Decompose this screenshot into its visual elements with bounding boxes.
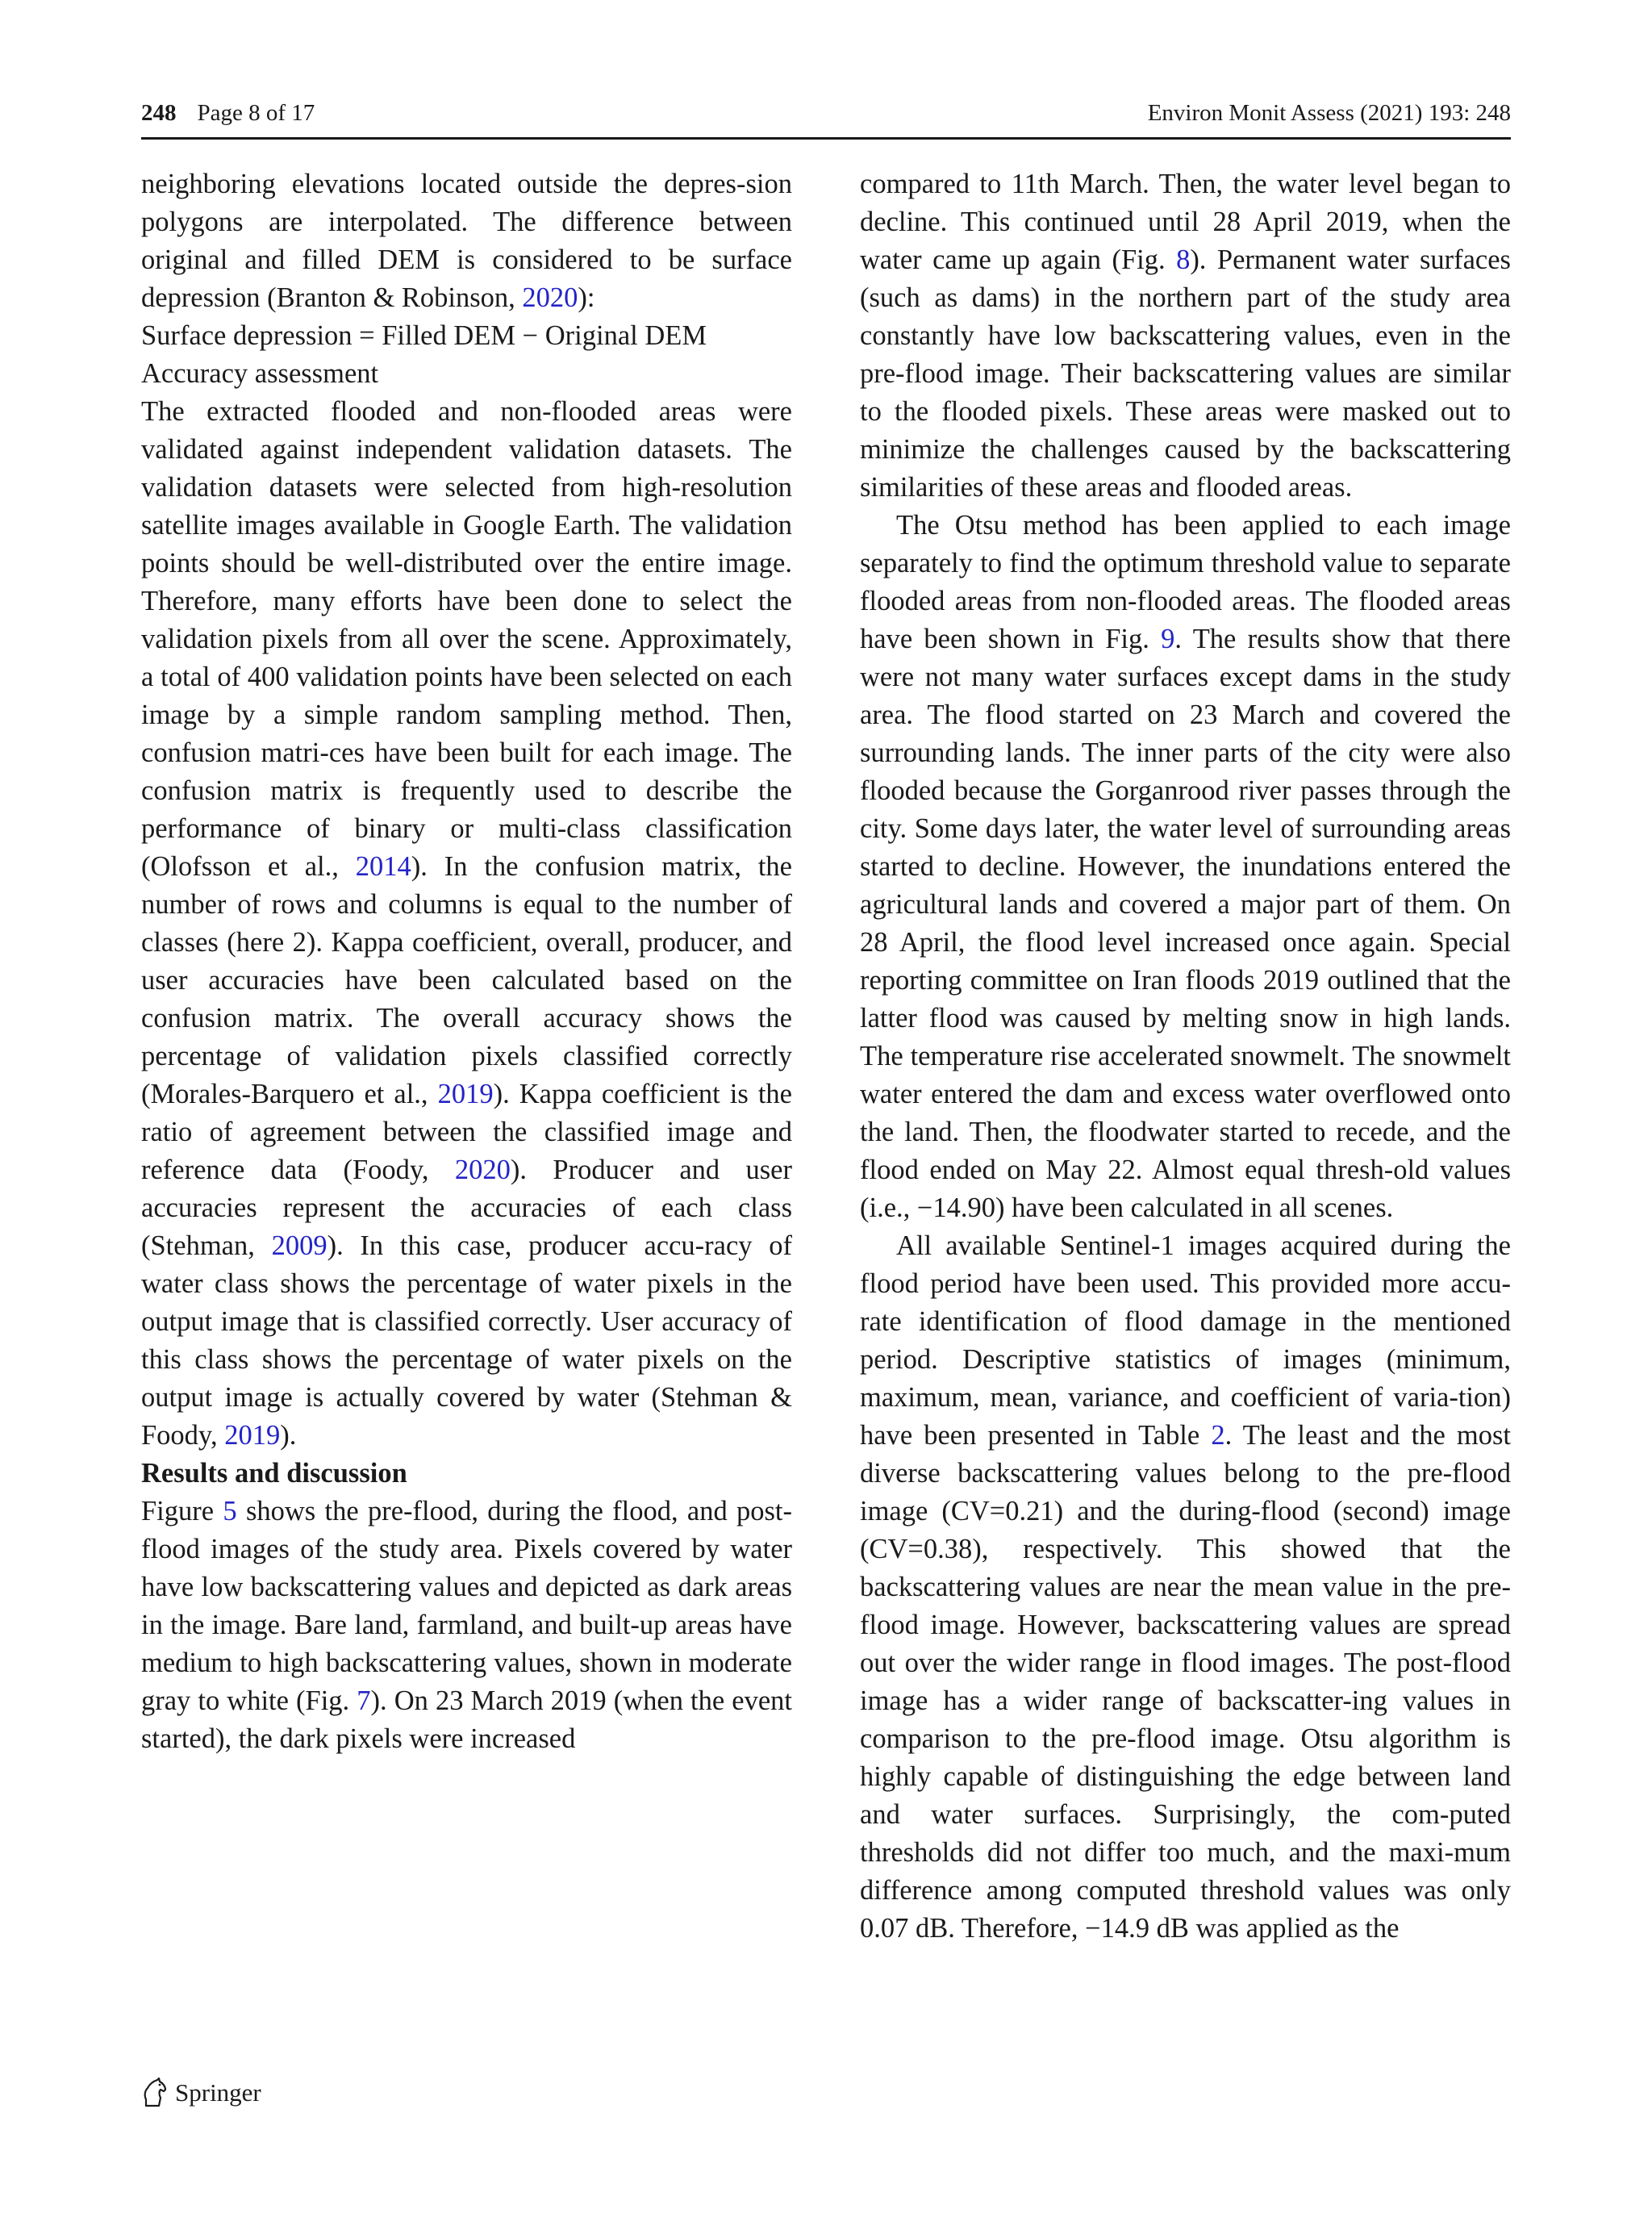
paragraph: neighboring elevations located outside the depres-sion polygons are interpolated. The difference between original and filled DEM is considered to be surface depression (Branton & Robinson, 2020): (141, 169, 792, 313)
figure-link[interactable]: 8 (1176, 244, 1191, 275)
citation-link[interactable]: 2020 (522, 282, 578, 313)
figure-link[interactable]: 7 (357, 1685, 371, 1716)
springer-horse-icon (141, 2077, 169, 2109)
publisher-name: Springer (175, 2078, 261, 2107)
left-column (141, 165, 792, 1758)
citation-link[interactable]: 2009 (271, 1230, 327, 1261)
header-left (141, 95, 315, 131)
page-info: Page 8 of 17 (197, 100, 315, 126)
right-column (860, 165, 1511, 1948)
page-header (141, 95, 1511, 140)
paragraph: Figure 5 shows the pre-flood, during the flood, and post-flood images of the study area. Pixels covered by water have low backscattering values and depicted as dark areas in the image. Bare land, farmland, and built-up areas have medium to high backscattering values, shown in moderate gray to white (Fig. 7). On 23 March 2019 (when the event started), the dark pixels were increased (141, 1496, 793, 1754)
paragraph: All available Sentinel-1 images acquired during the flood period have been used. This provided more accu-rate identification of flood damage in the mentioned period. Descriptive statistics of images (minimum, maximum, mean, variance, and coefficient of varia-tion) have been presented in Table 2. The least and the most diverse backscattering values belong to the pre-flood image (CV=0.21) and the during-flood (second) image (CV=0.38), respectively. This showed that the backscattering values are near the mean value in the pre-flood image. However, backscattering values are spread out over the wider range in flood images. The post-flood image has a wider range of backscatter-ing values in comparison to the pre-flood image. Otsu algorithm is highly capable of distinguishing the edge between land and water surfaces. Surprisingly, the com-puted thresholds did not differ too much, and the maxi-mum difference among computed threshold values was only 0.07 dB. Therefore, −14.9 dB was applied as the (860, 1230, 1512, 1944)
figure-link[interactable]: 5 (223, 1496, 237, 1526)
subsection-heading: Accuracy assessment (141, 358, 379, 389)
paragraph: The extracted flooded and non-flooded areas were validated against independent validation datasets. The validation datasets were selected from high-resolution satellite images available in Google Earth. The validation points should be well-distributed over the entire image. Therefore, many efforts have been done to select the validation pixels from all over the scene. Approximately, a total of 400 validation points have been selected on each image by a simple random sampling method. Then, confusion matri-ces have been built for each image. The confusion matrix is frequently used to describe the performance of binary or multi-class classification (Olofsson et al., 2014). In the confusion matrix, the number of rows and columns is equal to the number of classes (here 2). Kappa coefficient, overall, producer, and user accuracies have been calculated based on the confusion matrix. The overall accuracy shows the percentage of validation pixels classified correctly (Morales-Barquero et al., 2019). Kappa coefficient is the ratio of agreement between the classified image and reference data (Foody, 2020). Producer and user accuracies represent the accuracies of each class (Stehman, 2009). In this case, producer accu-racy of water class shows the percentage of water pixels in the output image that is classified correctly. User accuracy of this class shows the percentage of water pixels on the output image is actually covered by water (Stehman & Foody, 2019). (141, 396, 792, 1451)
citation-link[interactable]: 2019 (224, 1420, 281, 1451)
citation-link[interactable]: 2020 (454, 1155, 511, 1185)
page-number: 248 (141, 100, 177, 126)
journal-citation: Environ Monit Assess (2021) 193: 248 (1147, 100, 1511, 126)
figure-link[interactable]: 9 (1161, 624, 1175, 654)
citation-link[interactable]: 2019 (437, 1079, 494, 1109)
equation: Surface depression = Filled DEM − Original DEM (141, 320, 707, 351)
page-footer (141, 2075, 261, 2111)
paragraph: compared to 11th March. Then, the water level began to decline. This continued until 28 April 2019, when the water came up again (Fig. 8). Permanent water surfaces (such as dams) in the northern part of the study area constantly have low backscattering values, even in the pre-flood image. Their backscattering values are similar to the flooded pixels. These areas were masked out to minimize the challenges caused by the backscattering similarities of these areas and flooded areas. (860, 169, 1511, 503)
section-heading: Results and discussion (141, 1458, 407, 1489)
table-link[interactable]: 2 (1211, 1420, 1225, 1451)
paragraph: The Otsu method has been applied to each image separately to find the optimum threshold value to separate flooded areas from non-flooded areas. The flooded areas have been shown in Fig. 9. The results show that there were not many water surfaces except dams in the study area. The flood started on 23 March and covered the surrounding lands. The inner parts of the city were also flooded because the Gorganrood river passes through the city. Some days later, the water level of surrounding areas started to decline. However, the inundations entered the agricultural lands and covered a major part of them. On 28 April, the flood level increased once again. Special reporting committee on Iran floods 2019 outlined that the latter flood was caused by melting snow in high lands. The temperature rise accelerated snowmelt. The snowmelt water entered the dam and excess water overflowed onto the land. Then, the floodwater started to recede, and the flood ended on May 22. Almost equal thresh-old values (i.e., −14.90) have been calculated in all scenes. (860, 510, 1511, 1223)
citation-link[interactable]: 2014 (355, 851, 411, 882)
